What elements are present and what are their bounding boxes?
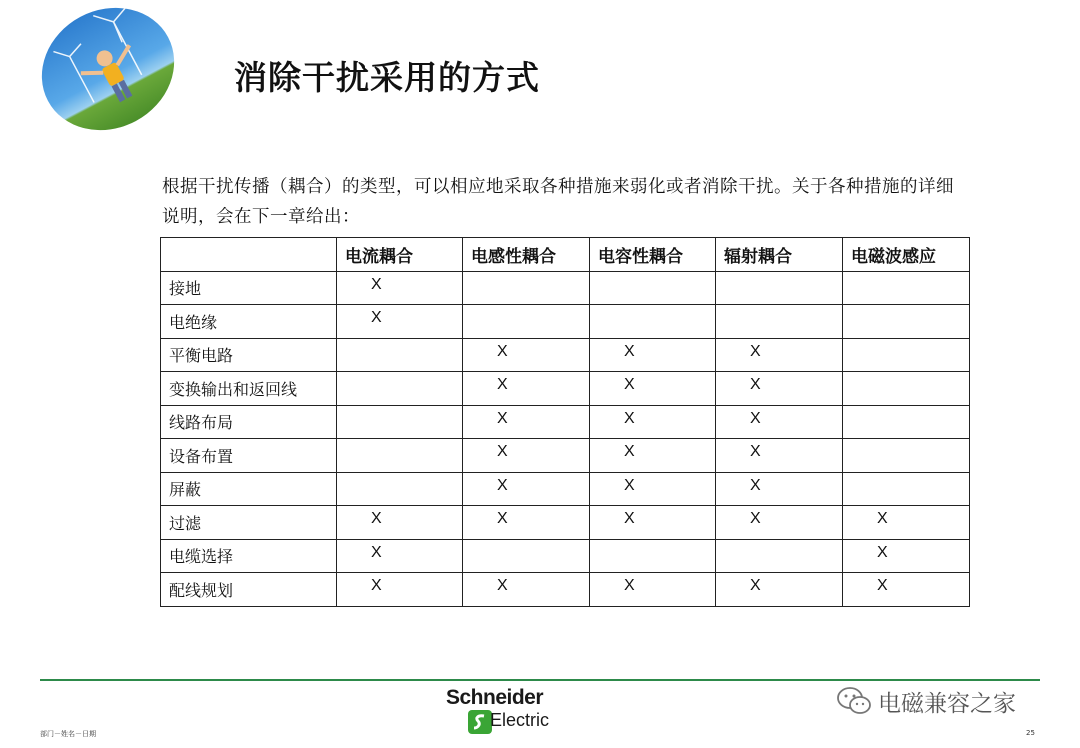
table-cell bbox=[843, 472, 970, 506]
table-cell: X bbox=[716, 573, 843, 607]
row-label: 电缆选择 bbox=[161, 539, 337, 573]
table-row bbox=[161, 472, 970, 506]
table-cell: X bbox=[590, 405, 716, 439]
table-cell: X bbox=[463, 506, 590, 540]
row-label: 设备布置 bbox=[161, 439, 337, 473]
table-row bbox=[161, 305, 970, 339]
table-cell bbox=[337, 472, 463, 506]
table-cell: X bbox=[590, 472, 716, 506]
page-title: 消除干扰采用的方式 bbox=[234, 58, 540, 97]
column-header-inductive: 电感性耦合 bbox=[463, 238, 590, 272]
table-cell: X bbox=[590, 338, 716, 372]
table-cell: X bbox=[716, 472, 843, 506]
table-cell: X bbox=[337, 506, 463, 540]
table-cell bbox=[716, 271, 843, 305]
table-cell bbox=[843, 271, 970, 305]
page-number: 25 bbox=[1026, 729, 1035, 737]
table-cell: X bbox=[843, 573, 970, 607]
row-label: 线路布局 bbox=[161, 405, 337, 439]
table-cell: X bbox=[463, 439, 590, 473]
schneider-s-icon bbox=[468, 710, 492, 734]
table-cell bbox=[716, 539, 843, 573]
table-cell bbox=[337, 405, 463, 439]
table-cell bbox=[590, 539, 716, 573]
brand-subname: Electric bbox=[490, 710, 550, 730]
table-cell bbox=[337, 439, 463, 473]
table-cell bbox=[337, 372, 463, 406]
row-label: 配线规划 bbox=[161, 573, 337, 607]
table-cell: X bbox=[590, 372, 716, 406]
table-cell bbox=[337, 338, 463, 372]
table-cell bbox=[590, 271, 716, 305]
column-header-radiation: 辐射耦合 bbox=[716, 238, 843, 272]
table-cell: X bbox=[716, 338, 843, 372]
table-cell bbox=[463, 539, 590, 573]
table-cell: X bbox=[337, 539, 463, 573]
table-header-row bbox=[161, 238, 970, 272]
table-cell: X bbox=[463, 405, 590, 439]
table-row bbox=[161, 573, 970, 607]
table-cell: X bbox=[463, 573, 590, 607]
watermark-text: 电磁兼容之家 bbox=[878, 690, 1016, 717]
table-cell: X bbox=[337, 271, 463, 305]
table-cell: X bbox=[590, 573, 716, 607]
row-label: 屏蔽 bbox=[161, 472, 337, 506]
table-cell bbox=[843, 372, 970, 406]
table-cell bbox=[843, 338, 970, 372]
row-label: 电绝缘 bbox=[161, 305, 337, 339]
table-row bbox=[161, 539, 970, 573]
table-cell: X bbox=[716, 405, 843, 439]
row-label: 接地 bbox=[161, 271, 337, 305]
row-label: 平衡电路 bbox=[161, 338, 337, 372]
table-cell: X bbox=[843, 539, 970, 573]
table-cell: X bbox=[590, 506, 716, 540]
schneider-logo bbox=[446, 686, 566, 742]
wind-turbine-icon bbox=[20, 0, 195, 153]
brand-name: Schneider bbox=[446, 686, 544, 709]
table-cell: X bbox=[337, 573, 463, 607]
footer-rule bbox=[40, 679, 1040, 681]
table-cell: X bbox=[463, 472, 590, 506]
table-cell: X bbox=[463, 372, 590, 406]
column-header-blank bbox=[161, 238, 337, 272]
table-cell bbox=[590, 305, 716, 339]
table-cell bbox=[716, 305, 843, 339]
table-cell bbox=[843, 439, 970, 473]
table-cell: X bbox=[590, 439, 716, 473]
table-row bbox=[161, 439, 970, 473]
column-header-current: 电流耦合 bbox=[337, 238, 463, 272]
table-cell: X bbox=[843, 506, 970, 540]
table-row bbox=[161, 338, 970, 372]
interference-measures-table bbox=[160, 237, 970, 607]
table-cell: X bbox=[463, 338, 590, 372]
table-row bbox=[161, 506, 970, 540]
table-cell bbox=[463, 271, 590, 305]
row-label: 变换输出和返回线 bbox=[161, 372, 337, 406]
header-photo-logo bbox=[20, 0, 195, 153]
wechat-icon bbox=[836, 686, 872, 716]
table-cell: X bbox=[337, 305, 463, 339]
table-cell bbox=[843, 405, 970, 439]
table-row bbox=[161, 405, 970, 439]
intro-paragraph: 根据干扰传播（耦合）的类型，可以相应地采取各种措施来弱化或者消除干扰。关于各种措施的详细说明，会在下一章给出： bbox=[162, 177, 954, 227]
table-cell bbox=[843, 305, 970, 339]
table-cell: X bbox=[716, 372, 843, 406]
column-header-em-wave: 电磁波感应 bbox=[843, 238, 970, 272]
table-cell: X bbox=[716, 506, 843, 540]
watermark bbox=[836, 684, 1016, 718]
footer-meta: 部门－姓名－日期 bbox=[40, 730, 96, 738]
column-header-capacitive: 电容性耦合 bbox=[590, 238, 716, 272]
table-cell bbox=[463, 305, 590, 339]
table-row bbox=[161, 372, 970, 406]
row-label: 过滤 bbox=[161, 506, 337, 540]
table-cell: X bbox=[716, 439, 843, 473]
table-row bbox=[161, 271, 970, 305]
